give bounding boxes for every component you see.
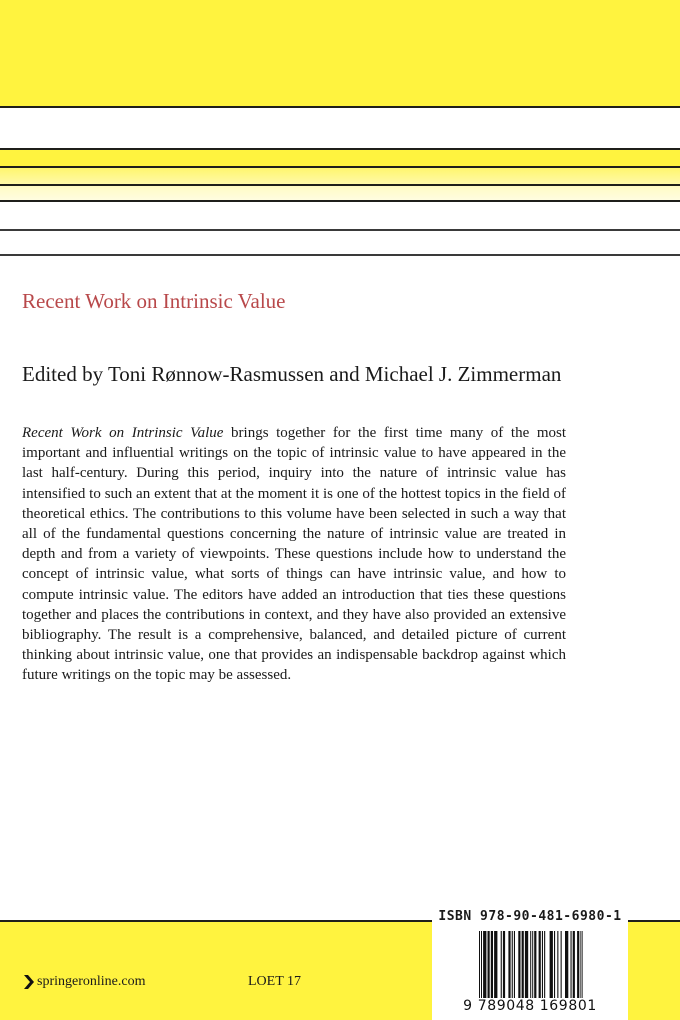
barcode-bar <box>488 931 490 1005</box>
barcode-bar <box>501 931 502 1005</box>
barcode-bar <box>491 931 493 1005</box>
barcode-bar <box>565 931 568 1005</box>
stripe-yellow <box>0 150 680 166</box>
barcode-bar <box>561 931 562 1005</box>
barcode-bar <box>534 931 536 1005</box>
barcode-bar <box>514 931 515 1005</box>
barcode-bar <box>557 931 558 1005</box>
book-title-italic: Recent Work on Intrinsic Value <box>22 425 224 441</box>
barcode-bar <box>539 931 541 1005</box>
isbn-barcode-block <box>432 905 628 1020</box>
divider-rule <box>0 254 680 256</box>
barcode-bar <box>494 931 497 1005</box>
barcode-bar <box>522 931 524 1005</box>
editors-line: Edited by Toni Rønnow-Rasmussen and Michael J. Zimmerman <box>22 362 562 386</box>
barcode-number: 9 789048 169801 <box>463 998 597 1014</box>
barcode-bar <box>512 931 513 1005</box>
barcode-bar <box>571 931 572 1005</box>
barcode-bar <box>542 931 543 1005</box>
barcode-bar <box>550 931 553 1005</box>
divider-rule <box>0 200 680 202</box>
divider-rule <box>0 106 680 108</box>
series-label: LOET 17 <box>248 974 302 989</box>
publisher-url[interactable]: springeronline.com <box>37 974 146 989</box>
stripe-light-yellow <box>0 168 680 184</box>
publisher-link[interactable] <box>24 974 145 990</box>
barcode-bar <box>544 931 545 1005</box>
book-title: Recent Work on Intrinsic Value <box>22 289 286 313</box>
barcode-bar <box>525 931 528 1005</box>
barcode-bar <box>577 931 579 1005</box>
barcode-digits <box>432 998 628 1014</box>
barcode-bar <box>508 931 510 1005</box>
divider-rule <box>0 229 680 231</box>
isbn-label: ISBN 978-90-481-6980-1 <box>438 909 622 924</box>
chevron-right-icon <box>24 975 34 989</box>
top-yellow-band <box>0 0 680 106</box>
barcode-bar <box>554 931 555 1005</box>
book-description <box>22 423 566 686</box>
description-text: brings together for the first time many of the most important and influential writings on the topic of intrinsic value to have appeared in the last half-century. During this period, inquiry into the nature of intrinsic value has intensified to such an extent that at the moment it is one of the hottest topics in the field of theoretical ethics. The contributions to this volume have been selected in such a way that all of the fundamental questions concerning the nature of intrinsic value are treated in depth and from a variety of viewpoints. These questions include how to understand the concept of intrinsic value, what sorts of things can have intrinsic value, and how to compute intrinsic value. The editors have added an introduction that ties these questions together and places the contributions in context, and they have also provided an extensive bibliography. The result is a comprehensive, balanced, and detailed picture of current thinking about intrinsic value, one that provides an indispensable backdrop against which future writings on the topic may be assessed. <box>22 425 566 684</box>
barcode-bar <box>573 931 575 1005</box>
barcode-bar <box>518 931 520 1005</box>
barcode-bar <box>503 931 505 1005</box>
barcode-bar <box>483 931 486 1005</box>
stripe-pale-yellow <box>0 186 680 200</box>
